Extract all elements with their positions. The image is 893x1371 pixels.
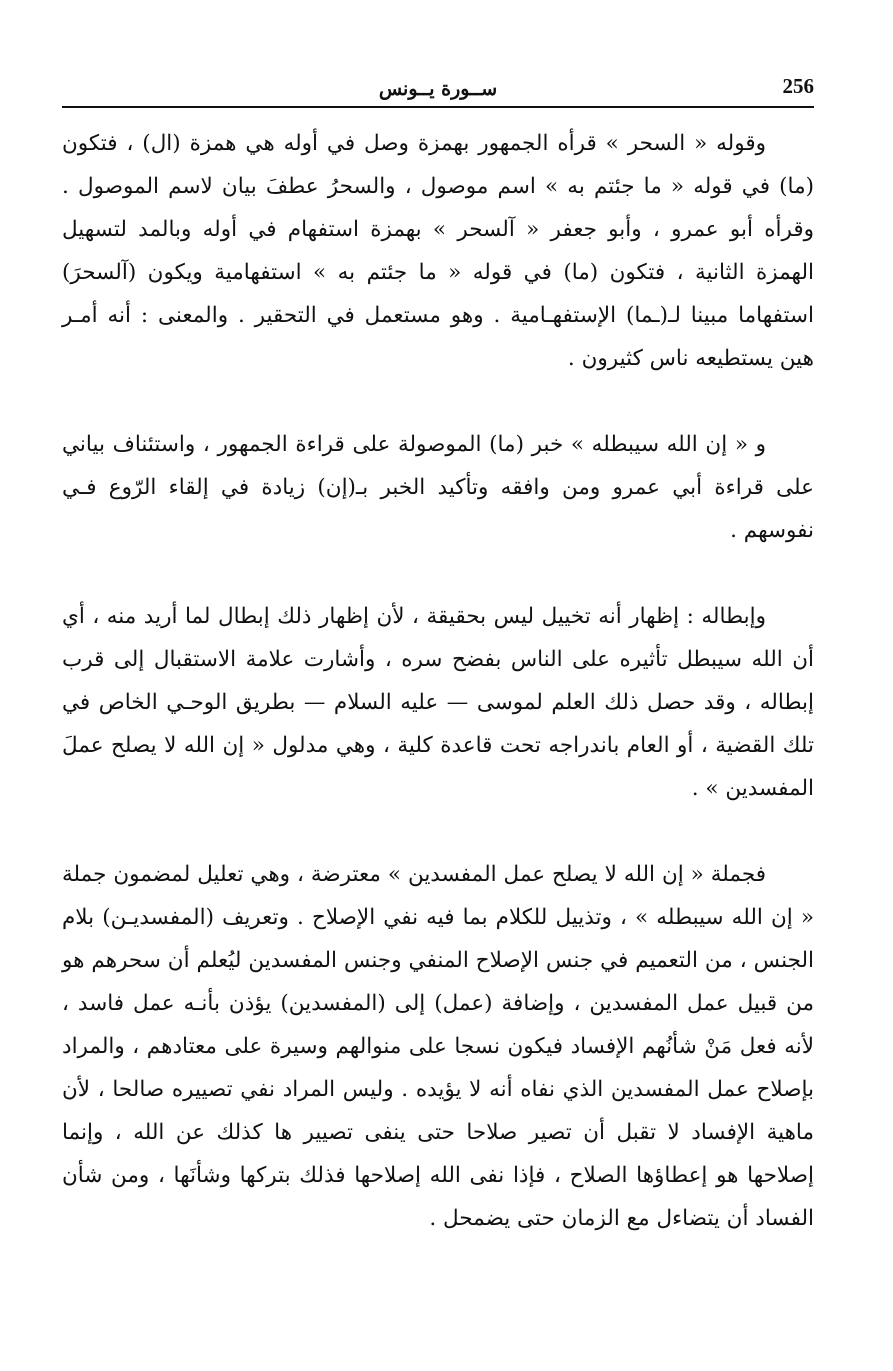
header-rule: [62, 106, 814, 108]
page-header: [62, 68, 814, 106]
paragraph-4: فجملة « إن الله لا يصلح عمل المفسدين » معترضة ، وهي تعليل لمضمون جملة « إن الله سيبطله » ، وتذييل للكلام بما فيه نفي الإصلاح . وتعريف (المفسديـن) بلام الجنس ، من التعميم في جنس الإصلاح المنفي وجنس المفسدين ليُعلم أن سحرهم هو من قبيل عمل المفسدين ، وإضافة (عمل) إلى (المفسدين) يؤذن بأنـه عمل فاسد ، لأنه فعل مَنْ شأنُهم الإفساد فيكون نسجا على منوالهم وسيرة على معتادهم ، والمراد بإصلاح عمل المفسدين الذي نفاه أنه لا يؤيده . وليس المراد نفي تصييره صالحا ، لأن ماهية الإفساد لا تقبل أن تصير صلاحا حتى ينفى تصيير ها كذلك عن الله ، وإنما إصلاحها هو إعطاؤها الصلاح ، فإذا نفى الله إصلاحها فذلك بتركها وشأنَها ، ومن شأن الفساد أن يتضاءل مع الزمان حتى يضمحل .: [62, 862, 814, 1231]
page-number: 256: [782, 74, 814, 98]
paragraph-3: وإبطاله : إظهار أنه تخييل ليس بحقيقة ، لأن إظهار ذلك إبطال لما أريد منه ، أي أن الله سيبطل تأثيره على الناس بفضح سره ، وأشارت علامة الاستقبال إلى قرب إبطاله ، وقد حصل ذلك العلم لموسى — عليه السلام — بطريق الوحـي الخاص في تلك القضية ، أو العام باندراجه تحت قاعدة كلية ، وهي مدلول « إن الله لا يصلح عملَ المفسدين » .: [62, 604, 814, 801]
paragraph-2: و « إن الله سيبطله » خبر (ما) الموصولة على قراءة الجمهور ، واستئناف بياني على قراءة أبي عمرو ومن وافقه وتأكيد الخبر بـ(إن) زيادة في إلقاء الرّوع فـي نفوسهم .: [62, 432, 814, 543]
body-text: [62, 122, 814, 1240]
paragraph-1: وقوله « السحر » قرأه الجمهور بهمزة وصل في أوله هي همزة (ال) ، فتكون (ما) في قوله « ما جئتم به » اسم موصول ، والسحرُ عطفَ بيان لاسم الموصول . وقرأه أبو عمرو ، وأبو جعفر « آلسحر » بهمزة استفهام في أوله وبالمد لتسهيل الهمزة الثانية ، فتكون (ما) في قوله « ما جئتم به » استفهامية ويكون (آلسحرَ) استفهاما مبينا لـ(ـما) الإستفهـامية . وهو مستعمل في التحقير . والمعنى : أنه أمـر هين يستطيعه ناس كثيرون .: [62, 131, 814, 371]
running-title: ســورة يــونس: [378, 78, 498, 100]
